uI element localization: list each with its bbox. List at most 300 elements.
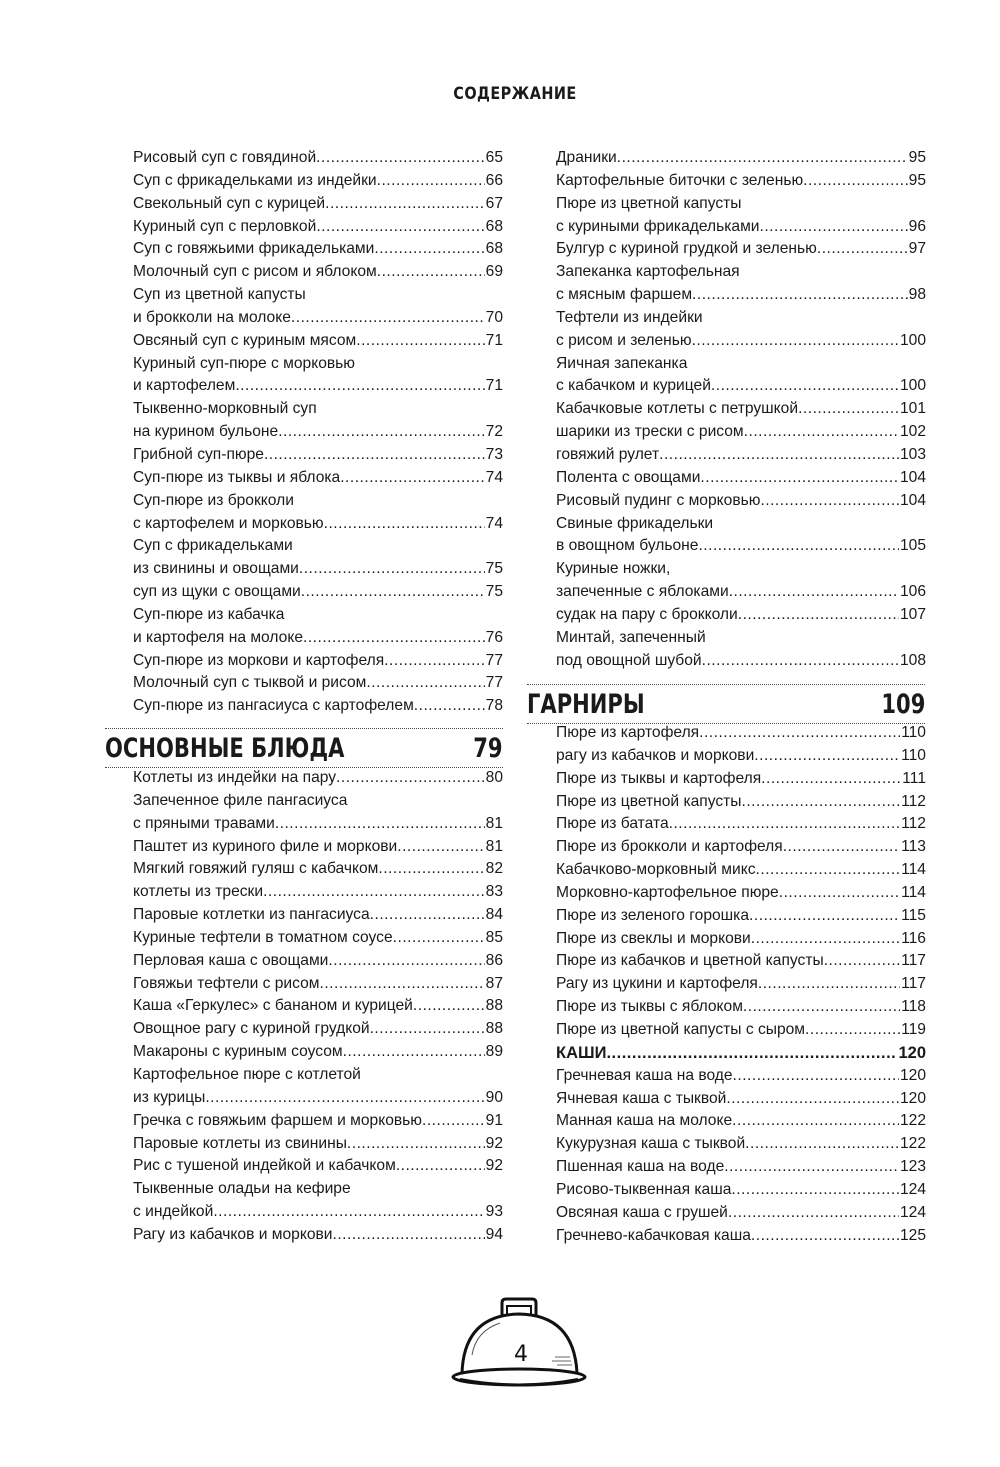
toc-entry-line[interactable] xyxy=(556,950,926,973)
toc-entry-title: с мясным фаршем xyxy=(556,286,693,304)
toc-entry-page: 77 xyxy=(485,674,503,692)
dot-leader xyxy=(275,813,485,836)
toc-entry-title: Гречка с говяжьим фаршем и морковью xyxy=(133,1111,423,1129)
toc-entry-title: Овощное рагу с куриной грудкой xyxy=(133,1020,370,1038)
dot-leader xyxy=(698,535,899,558)
toc-entry-title: Полента с овощами xyxy=(556,468,701,486)
dot-leader xyxy=(742,791,901,814)
toc-entry-line[interactable] xyxy=(556,604,926,627)
dot-leader xyxy=(377,170,485,193)
toc-main-dishes-continued-list xyxy=(556,147,926,672)
toc-entry-line[interactable] xyxy=(133,216,503,239)
toc-entry-title: Картофельные биточки с зеленью xyxy=(556,171,804,189)
toc-entry-title: из свинины и овощами xyxy=(133,560,299,578)
toc-entry-page: 72 xyxy=(485,423,503,441)
toc-entry-line[interactable] xyxy=(556,513,926,536)
toc-entry-title: на курином бульоне xyxy=(133,423,279,441)
toc-entry-line[interactable] xyxy=(556,558,926,581)
toc-entry-title: Яичная запеканка xyxy=(556,354,688,372)
toc-entry-page: 87 xyxy=(485,974,503,992)
toc-entry-line[interactable] xyxy=(133,558,503,581)
dot-leader xyxy=(328,950,484,973)
dot-leader xyxy=(414,695,485,718)
toc-entry-title: Пюре из брокколи и картофеля xyxy=(556,838,783,856)
toc-entry-line[interactable] xyxy=(556,836,926,859)
toc-entry-line[interactable] xyxy=(133,904,503,927)
toc-entry-title: Суп с фрикадельками из индейки xyxy=(133,171,377,189)
toc-entry-page: 110 xyxy=(901,746,926,764)
toc-entry-line[interactable] xyxy=(556,905,926,928)
toc-entry-title: в овощном бульоне xyxy=(556,537,699,555)
toc-entry-title: Манная каша на молоке xyxy=(556,1112,733,1130)
toc-entry-page: 111 xyxy=(902,769,926,787)
toc-entry-page: 75 xyxy=(485,560,503,578)
dot-leader xyxy=(754,745,900,768)
toc-entry-page: 103 xyxy=(899,445,926,463)
section-header-sides[interactable] xyxy=(527,684,925,724)
dot-leader xyxy=(356,330,484,353)
toc-entry-page: 84 xyxy=(485,906,503,924)
toc-entry-line[interactable] xyxy=(556,1110,926,1133)
toc-entry-line[interactable] xyxy=(556,261,926,284)
toc-entry-page: 112 xyxy=(901,815,926,833)
dot-leader xyxy=(711,375,899,398)
dot-leader xyxy=(213,1201,484,1224)
toc-entry-page: 101 xyxy=(899,400,926,418)
cloche-page-number xyxy=(440,1295,590,1400)
toc-entry-page: 96 xyxy=(908,217,926,235)
toc-entry-title: суп из щуки с овощами xyxy=(133,583,301,601)
toc-entry-title: Рисовый пудинг с морковью xyxy=(556,491,761,509)
toc-entry-line[interactable] xyxy=(133,790,503,813)
toc-entry-page: 120 xyxy=(899,1066,926,1084)
toc-entry-line[interactable] xyxy=(556,1202,926,1225)
toc-entry-line[interactable] xyxy=(556,421,926,444)
toc-entry-line[interactable] xyxy=(556,444,926,467)
toc-entry-title: Молочный суп с рисом и яблоком xyxy=(133,263,377,281)
toc-entry-line[interactable] xyxy=(133,627,503,650)
toc-entry-line[interactable] xyxy=(133,1201,503,1224)
dot-leader xyxy=(738,604,899,627)
toc-entry-line[interactable] xyxy=(556,147,926,170)
toc-entry-page: 81 xyxy=(485,814,503,832)
dot-leader xyxy=(347,1133,485,1156)
toc-entry-page: 124 xyxy=(899,1180,926,1198)
toc-entry-page: 122 xyxy=(899,1135,926,1153)
toc-entry-line[interactable] xyxy=(556,581,926,604)
toc-entry-line[interactable] xyxy=(133,813,503,836)
toc-entry-title: судак на пару с брокколи xyxy=(556,605,738,623)
toc-entry-page: 93 xyxy=(485,1203,503,1221)
toc-entry-line[interactable] xyxy=(133,375,503,398)
dot-leader xyxy=(702,650,899,673)
dot-leader xyxy=(299,558,485,581)
dot-leader xyxy=(343,1041,485,1064)
toc-entry-line[interactable] xyxy=(556,768,926,791)
toc-entry-line[interactable] xyxy=(133,513,503,536)
toc-entry-line[interactable] xyxy=(133,1041,503,1064)
toc-sides-list xyxy=(556,722,926,1247)
toc-entry-title: Паштет из куриного филе и моркови xyxy=(133,837,398,855)
dot-leader xyxy=(366,672,484,695)
dot-leader xyxy=(301,581,485,604)
toc-entry-line[interactable] xyxy=(556,627,926,650)
toc-entry-line[interactable] xyxy=(133,995,503,1018)
toc-entry-title: рагу из кабачков и моркови xyxy=(556,746,755,764)
toc-entry-page: 119 xyxy=(901,1020,926,1038)
dot-leader xyxy=(731,1179,899,1202)
dot-leader xyxy=(324,513,485,536)
toc-entry-title: Пюре из цветной капусты xyxy=(556,792,742,810)
toc-entry-line[interactable] xyxy=(556,375,926,398)
toc-entry-page: 68 xyxy=(485,240,503,258)
toc-entry-line[interactable] xyxy=(133,353,503,376)
toc-entry-line[interactable] xyxy=(133,1155,503,1178)
dot-leader xyxy=(751,1225,899,1248)
toc-entry-title: Куриные ножки, xyxy=(556,560,671,578)
toc-entry-page: 113 xyxy=(901,838,926,856)
toc-entry-page: 66 xyxy=(485,171,503,189)
page-number: 4 xyxy=(514,1342,528,1367)
dot-leader xyxy=(760,216,908,239)
dot-leader xyxy=(316,147,484,170)
section-header-main-dishes[interactable] xyxy=(105,728,503,768)
toc-entry-title: Рисово-тыквенная каша xyxy=(556,1180,732,1198)
toc-entry-line[interactable] xyxy=(133,1133,503,1156)
toc-entry-page: 89 xyxy=(485,1043,503,1061)
toc-entry-page: 120 xyxy=(899,1089,926,1107)
toc-entry-line[interactable] xyxy=(556,490,926,513)
toc-entry-title: запеченные с яблоками xyxy=(556,583,729,601)
toc-entry-title: Суп с говяжьими фрикадельками xyxy=(133,240,375,258)
toc-entry-line[interactable] xyxy=(133,170,503,193)
dot-leader xyxy=(726,1088,899,1111)
dot-leader xyxy=(333,1224,485,1247)
dot-leader xyxy=(751,928,900,951)
toc-entry-page: 71 xyxy=(485,331,503,349)
toc-entry-line[interactable] xyxy=(133,467,503,490)
toc-entry-line[interactable] xyxy=(556,170,926,193)
toc-soups-list xyxy=(133,147,503,718)
toc-entry-title: Кабачковые котлеты с петрушкой xyxy=(556,400,799,418)
toc-entry-title: Пюре из цветной капусты xyxy=(556,194,742,212)
toc-entry-title: Тыквенно-морковный суп xyxy=(133,400,317,418)
toc-entry-title: и картофелем xyxy=(133,377,236,395)
toc-entry-page: 71 xyxy=(485,377,503,395)
dot-leader xyxy=(779,882,900,905)
toc-entry-line[interactable] xyxy=(133,604,503,627)
toc-entry-line[interactable] xyxy=(133,1178,503,1201)
toc-entry-line[interactable] xyxy=(556,467,926,490)
toc-entry-title: Каша «Геркулес» с бананом и курицей xyxy=(133,997,413,1015)
toc-entry-line[interactable] xyxy=(133,421,503,444)
dot-leader xyxy=(659,444,899,467)
toc-entry-title: котлеты из трески xyxy=(133,883,264,901)
toc-entry-title: Пюре из цветной капусты с сыром xyxy=(556,1020,806,1038)
toc-entry-line[interactable] xyxy=(556,859,926,882)
toc-entry-title: Ячневая каша с тыквой xyxy=(556,1089,727,1107)
toc-entry-title: Суп-пюре из моркови и картофеля xyxy=(133,651,385,669)
toc-entry-page: 104 xyxy=(899,468,926,486)
toc-entry-line[interactable] xyxy=(556,722,926,745)
toc-entry-page: 77 xyxy=(485,651,503,669)
toc-entry-line[interactable] xyxy=(133,535,503,558)
dot-leader xyxy=(761,768,901,791)
toc-entry-page: 67 xyxy=(485,194,503,212)
toc-entry-title: Макароны с куриным соусом xyxy=(133,1043,343,1061)
page-title: СОДЕРЖАНИЕ xyxy=(453,84,577,104)
toc-entry-line[interactable] xyxy=(556,1065,926,1088)
toc-entry-line[interactable] xyxy=(556,1179,926,1202)
toc-entry-page: 82 xyxy=(485,860,503,878)
toc-entry-line[interactable] xyxy=(556,307,926,330)
toc-entry-line[interactable] xyxy=(556,928,926,951)
toc-entry-title: Гречневая каша на воде xyxy=(556,1066,733,1084)
dot-leader xyxy=(370,904,485,927)
toc-entry-page: 118 xyxy=(901,998,926,1016)
dot-leader xyxy=(413,995,485,1018)
toc-entry-page: 85 xyxy=(485,928,503,946)
toc-entry-line[interactable] xyxy=(133,1110,503,1133)
dot-leader xyxy=(422,1110,485,1133)
dot-leader xyxy=(617,147,908,170)
toc-entry-line[interactable] xyxy=(556,284,926,307)
toc-entry-title: Суп с фрикадельками xyxy=(133,537,293,555)
toc-entry-title: Рис с тушеной индейкой и кабачком xyxy=(133,1157,396,1175)
toc-entry-page: 69 xyxy=(485,263,503,281)
toc-entry-line[interactable] xyxy=(133,1018,503,1041)
toc-entry-page: 86 xyxy=(485,951,503,969)
toc-entry-line[interactable] xyxy=(556,1019,926,1042)
toc-entry-title: с рисом и зеленью xyxy=(556,331,692,349)
toc-entry-title: с картофелем и морковью xyxy=(133,514,324,532)
toc-entry-title: Свиные фрикадельки xyxy=(556,514,714,532)
toc-entry-title: с кабачком и курицей xyxy=(556,377,711,395)
dot-leader xyxy=(745,1133,899,1156)
toc-entry-line[interactable] xyxy=(556,1225,926,1248)
toc-entry-page: 73 xyxy=(485,445,503,463)
toc-entry-title: с куриными фрикадельками xyxy=(556,217,760,235)
dot-leader xyxy=(724,1156,899,1179)
toc-entry-line[interactable] xyxy=(556,882,926,905)
toc-entry-line[interactable] xyxy=(133,444,503,467)
toc-entry-line[interactable] xyxy=(133,193,503,216)
toc-entry-line[interactable] xyxy=(133,238,503,261)
toc-entry-title: Куриные тефтели в томатном соусе xyxy=(133,928,393,946)
dot-leader xyxy=(692,284,908,307)
toc-entry-page: 114 xyxy=(901,861,926,879)
dot-leader xyxy=(370,1018,485,1041)
toc-entry-line[interactable] xyxy=(133,307,503,330)
toc-entry-page: 92 xyxy=(485,1134,503,1152)
toc-entry-line[interactable] xyxy=(133,695,503,718)
toc-entry-line[interactable] xyxy=(133,398,503,421)
dot-leader xyxy=(377,261,485,284)
dot-leader xyxy=(729,581,899,604)
toc-entry-title: Запеканка картофельная xyxy=(556,263,740,281)
toc-entry-line[interactable] xyxy=(556,1088,926,1111)
dot-leader xyxy=(336,767,485,790)
dot-leader xyxy=(396,1155,485,1178)
toc-entry-page: 114 xyxy=(901,883,926,901)
toc-entry-line[interactable] xyxy=(556,238,926,261)
toc-entry-line[interactable] xyxy=(133,672,503,695)
toc-entry-title: Овсяная каша с грушей xyxy=(556,1203,728,1221)
toc-entry-title: Куриный суп с перловкой xyxy=(133,217,317,235)
toc-entry-page: 97 xyxy=(908,240,926,258)
toc-entry-line[interactable] xyxy=(556,1133,926,1156)
dot-leader xyxy=(669,813,901,836)
toc-entry-title: Суп-пюре из кабачка xyxy=(133,605,285,623)
dot-leader xyxy=(316,216,484,239)
toc-entry-title: КАШИ xyxy=(556,1043,607,1062)
toc-entry-title: Суп-пюре из тыквы и яблока xyxy=(133,468,341,486)
toc-entry-line[interactable] xyxy=(133,950,503,973)
toc-entry-title: и брокколи на молоке xyxy=(133,308,291,326)
toc-entry-title: Тефтели из индейки xyxy=(556,308,703,326)
toc-entry-title: Пюре из тыквы и картофеля xyxy=(556,769,762,787)
toc-entry-page: 91 xyxy=(485,1111,503,1129)
toc-entry-title: Свекольный суп с курицей xyxy=(133,194,326,212)
dot-leader xyxy=(397,836,484,859)
toc-entry-line[interactable] xyxy=(556,791,926,814)
toc-entry-line[interactable] xyxy=(556,813,926,836)
dot-leader xyxy=(325,193,485,216)
dot-leader xyxy=(205,1087,484,1110)
toc-entry-page: 65 xyxy=(485,149,503,166)
toc-entry-page: 68 xyxy=(485,217,503,235)
dot-leader xyxy=(728,1202,899,1225)
dot-leader xyxy=(340,467,484,490)
toc-entry-page: 116 xyxy=(901,929,926,947)
toc-entry-title: Тыквенные оладьи на кефире xyxy=(133,1180,351,1198)
toc-entry-line[interactable] xyxy=(133,767,503,790)
toc-entry-page: 120 xyxy=(898,1043,926,1062)
toc-entry-title: Пшенная каша на воде xyxy=(556,1158,725,1176)
toc-entry-title: Пюре из батата xyxy=(556,815,669,833)
toc-entry-title: Рагу из цукини и картофеля xyxy=(556,975,758,993)
toc-entry-line[interactable] xyxy=(133,284,503,307)
dot-leader xyxy=(263,881,485,904)
toc-entry-line[interactable] xyxy=(556,398,926,421)
dot-leader xyxy=(393,927,485,950)
toc-entry-line[interactable] xyxy=(556,1042,926,1065)
toc-entry-title: Котлеты из индейки на пару xyxy=(133,769,337,786)
toc-entry-title: Грибной суп-пюре xyxy=(133,445,264,463)
dot-leader xyxy=(699,722,900,745)
toc-entry-page: 102 xyxy=(899,423,926,441)
toc-entry-line[interactable] xyxy=(556,745,926,768)
toc-entry-line[interactable] xyxy=(556,216,926,239)
dot-leader xyxy=(374,238,484,261)
toc-entry-line[interactable] xyxy=(556,996,926,1019)
toc-entry-title: Драники xyxy=(556,149,617,166)
toc-entry-page: 83 xyxy=(485,883,503,901)
toc-entry-title: Минтай, запеченный xyxy=(556,628,706,646)
toc-entry-title: Рисовый суп с говядиной xyxy=(133,149,317,166)
toc-entry-page: 124 xyxy=(899,1203,926,1221)
toc-entry-page: 74 xyxy=(485,468,503,486)
toc-entry-line[interactable] xyxy=(556,535,926,558)
toc-entry-line[interactable] xyxy=(133,1064,503,1087)
toc-entry-title: Пюре из зеленого горошка xyxy=(556,906,750,924)
toc-entry-title: Картофельное пюре с котлетой xyxy=(133,1065,361,1083)
toc-entry-page: 88 xyxy=(485,1020,503,1038)
dot-leader xyxy=(606,1042,897,1065)
toc-entry-line[interactable] xyxy=(133,330,503,353)
toc-entry-page: 104 xyxy=(899,491,926,509)
toc-entry-title: Морковно-картофельное пюре xyxy=(556,883,779,901)
section-page: 79 xyxy=(473,732,503,764)
toc-entry-page: 107 xyxy=(899,605,926,623)
toc-entry-title: Булгур с куриной грудкой и зеленью xyxy=(556,240,817,258)
toc-entry-page: 123 xyxy=(899,1158,926,1176)
section-title: ГАРНИРЫ xyxy=(527,688,645,720)
dot-leader xyxy=(303,627,485,650)
toc-entry-line[interactable] xyxy=(556,1156,926,1179)
toc-entry-line[interactable] xyxy=(133,836,503,859)
toc-entry-page: 90 xyxy=(485,1088,503,1106)
toc-entry-title: Паровые котлетки из пангасиуса xyxy=(133,906,370,924)
dot-leader xyxy=(384,650,484,673)
toc-entry-line[interactable] xyxy=(133,490,503,513)
toc-entry-title: из курицы xyxy=(133,1088,206,1106)
toc-entry-line[interactable] xyxy=(556,193,926,216)
toc-entry-line[interactable] xyxy=(133,1224,503,1247)
toc-entry-line[interactable] xyxy=(556,973,926,996)
toc-entry-line[interactable] xyxy=(133,927,503,950)
toc-entry-line[interactable] xyxy=(133,858,503,881)
toc-entry-line[interactable] xyxy=(133,581,503,604)
toc-entry-line[interactable] xyxy=(133,1087,503,1110)
toc-entry-title: Кабачково-морковный микс xyxy=(556,861,756,879)
dot-leader xyxy=(264,444,485,467)
dot-leader xyxy=(798,398,899,421)
toc-entry-title: Суп-пюре из брокколи xyxy=(133,491,294,509)
toc-entry-line[interactable] xyxy=(133,973,503,996)
toc-entry-title: с индейкой xyxy=(133,1203,214,1221)
toc-entry-line[interactable] xyxy=(133,261,503,284)
toc-entry-line[interactable] xyxy=(556,650,926,673)
dot-leader xyxy=(700,467,899,490)
toc-entry-page: 115 xyxy=(901,906,926,924)
dot-leader xyxy=(291,307,485,330)
toc-entry-page: 78 xyxy=(485,697,503,715)
toc-entry-title: Пюре из свеклы и моркови xyxy=(556,929,751,947)
dot-leader xyxy=(320,973,485,996)
toc-entry-page: 112 xyxy=(901,792,926,810)
toc-entry-page: 74 xyxy=(485,514,503,532)
toc-entry-page: 110 xyxy=(901,724,926,741)
toc-entry-title: Мягкий говяжий гуляш с кабачком xyxy=(133,860,379,878)
dot-leader xyxy=(817,238,908,261)
toc-entry-title: Овсяный суп с куриным мясом xyxy=(133,331,357,349)
toc-entry-line[interactable] xyxy=(133,650,503,673)
section-page: 109 xyxy=(881,688,925,720)
dot-leader xyxy=(733,1065,899,1088)
toc-entry-page: 108 xyxy=(899,651,926,669)
toc-entry-line[interactable] xyxy=(133,881,503,904)
toc-entry-page: 95 xyxy=(908,149,926,166)
toc-entry-line[interactable] xyxy=(556,353,926,376)
toc-entry-title: Пюре из картофеля xyxy=(556,724,700,741)
toc-entry-title: шарики из трески с рисом xyxy=(556,423,744,441)
toc-entry-line[interactable] xyxy=(556,330,926,353)
toc-entry-line[interactable] xyxy=(133,147,503,170)
toc-entry-page: 117 xyxy=(901,975,926,993)
toc-entry-page: 76 xyxy=(485,628,503,646)
dot-leader xyxy=(824,950,900,973)
